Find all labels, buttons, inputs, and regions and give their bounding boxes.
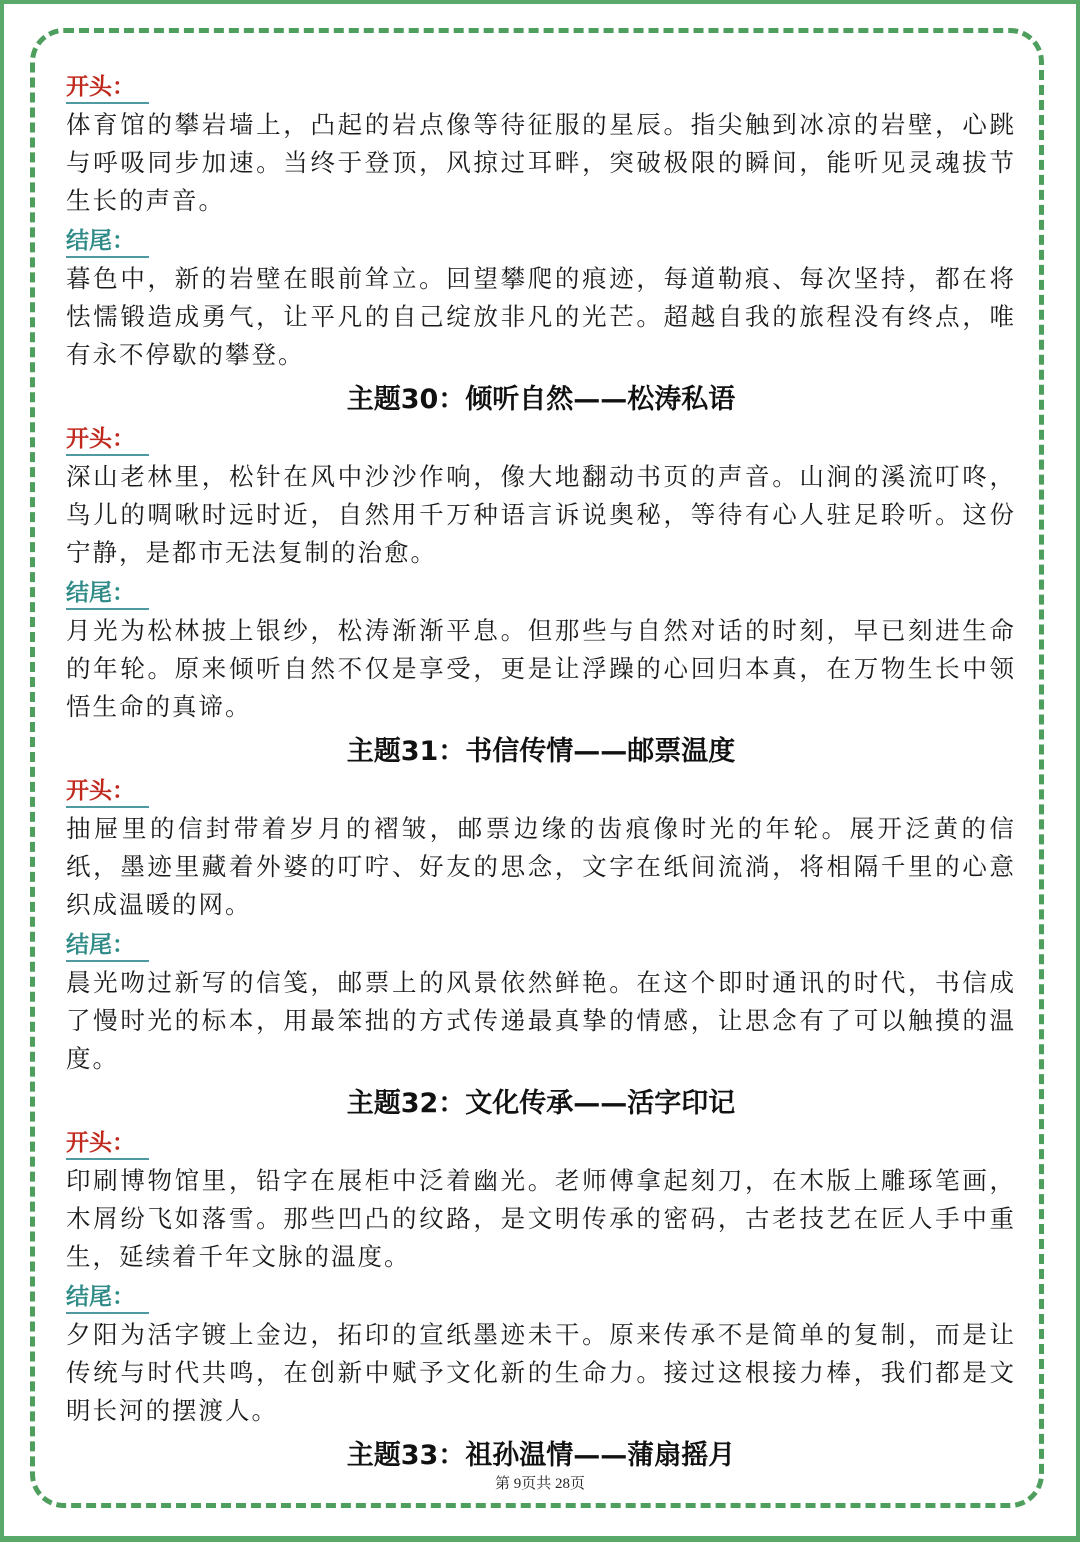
opening-label: 开头： xyxy=(66,72,149,104)
opening-paragraph: 抽屉里的信封带着岁月的褶皱，邮票边缘的齿痕像时光的年轮。展开泛黄的信纸，墨迹里藏着外婆的叮咛、好友的思念，文字在纸间流淌，将相隔千里的心意织成温暖的网。 xyxy=(66,814,1016,919)
document-content xyxy=(66,70,1016,1478)
ending-label: 结尾： xyxy=(66,930,149,962)
ending-label: 结尾： xyxy=(66,1282,149,1314)
section-32 xyxy=(66,1082,1016,1430)
section-31 xyxy=(66,730,1016,1078)
opening-paragraph: 深山老林里，松针在风中沙沙作响，像大地翻动书页的声音。山涧的溪流叮咚，鸟儿的啁啾时远时近，自然用千万种语言诉说奥秘，等待有心人驻足聆听。这份宁静，是都市无法复制的治愈。 xyxy=(66,462,1016,567)
opening-paragraph: 印刷博物馆里，铅字在展柜中泛着幽光。老师傅拿起刻刀，在木版上雕琢笔画，木屑纷飞如落雪。那些凹凸的纹路，是文明传承的密码，古老技艺在匠人手中重生，延续着千年文脉的温度。 xyxy=(66,1166,1016,1271)
ending-paragraph: 晨光吻过新写的信笺，邮票上的风景依然鲜艳。在这个即时通讯的时代，书信成了慢时光的标本，用最笨拙的方式传递最真挚的情感，让思念有了可以触摸的温度。 xyxy=(66,968,1016,1073)
ending-label: 结尾： xyxy=(66,226,149,258)
section-29 xyxy=(66,70,1016,374)
section-30 xyxy=(66,378,1016,726)
opening-paragraph: 体育馆的攀岩墙上，凸起的岩点像等待征服的星辰。指尖触到冰凉的岩壁，心跳与呼吸同步加速。当终于登顶，风掠过耳畔，突破极限的瞬间，能听见灵魂拔节生长的声音。 xyxy=(66,110,1016,215)
opening-label: 开头： xyxy=(66,776,149,808)
ending-paragraph: 月光为松林披上银纱，松涛渐渐平息。但那些与自然对话的时刻，早已刻进生命的年轮。原来倾听自然不仅是享受，更是让浮躁的心回归本真，在万物生长中领悟生命的真谛。 xyxy=(66,616,1016,721)
opening-label: 开头： xyxy=(66,1128,149,1160)
theme-title: 主题30：倾听自然——松涛私语 xyxy=(346,384,736,415)
opening-label: 开头： xyxy=(66,424,149,456)
theme-title-33: 主题33：祖孙温情——蒲扇摇月 xyxy=(346,1440,736,1471)
ending-paragraph: 暮色中，新的岩壁在眼前耸立。回望攀爬的痕迹，每道勒痕、每次坚持，都在将怯懦锻造成勇气，让平凡的自己绽放非凡的光芒。超越自我的旅程没有终点，唯有永不停歇的攀登。 xyxy=(66,264,1016,369)
theme-title: 主题31：书信传情——邮票温度 xyxy=(346,736,736,767)
ending-label: 结尾： xyxy=(66,578,149,610)
ending-paragraph: 夕阳为活字镀上金边，拓印的宣纸墨迹未干。原来传承不是简单的复制，而是让传统与时代共鸣，在创新中赋予文化新的生命力。接过这根接力棒，我们都是文明长河的摆渡人。 xyxy=(66,1320,1016,1425)
theme-title: 主题32：文化传承——活字印记 xyxy=(346,1088,736,1119)
page-number-footer: 第 9页共 28页 xyxy=(494,1476,585,1492)
